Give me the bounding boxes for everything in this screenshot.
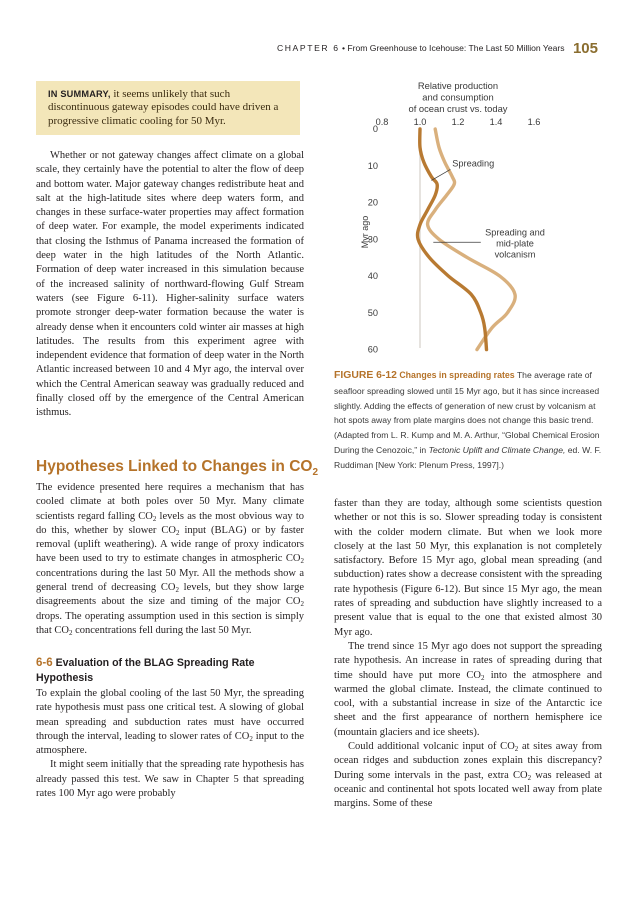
figure-caption-b: ed. W. F. Ruddiman [New York: Plenum Press, 1997].) <box>334 444 602 470</box>
figure-title: Changes in spreading rates <box>399 370 515 380</box>
chapter-label: CHAPTER 6 <box>276 43 340 53</box>
co2-subscript: 2 <box>300 557 304 566</box>
col1-para4-text: It might seem initially that the spreading rate hypothesis has already passed this test. We saw in Chapter 5 that spreading rates 100 Myr ago were probably <box>36 759 304 800</box>
co2-subscript: 2 <box>68 628 73 637</box>
subsection-heading <box>36 656 304 686</box>
col2-para3-text <box>334 740 602 811</box>
col2-para3-part: at sites away from ocean ridges and subduction zones explain this discrepancy? During some intervals in the past, extra CO <box>334 741 602 781</box>
co2-subscript: 2 <box>527 773 532 782</box>
co2-subscript: 2 <box>514 745 519 754</box>
col1-paragraph-2 <box>36 481 304 638</box>
co2-subscript: 2 <box>481 673 485 682</box>
subsection-number: 6-6 <box>36 657 53 669</box>
x-tick-label: 1.4 <box>489 117 503 127</box>
header-bullet: • <box>341 43 345 53</box>
co2-subscript: 2 <box>175 528 180 537</box>
y-axis-label: Myr ago <box>360 215 370 249</box>
chart-title-line: and consumption <box>422 91 494 103</box>
co2-subscript: 2 <box>249 734 253 743</box>
section-heading <box>36 458 318 476</box>
spreading-rate-chart <box>330 78 602 358</box>
y-tick-label: 30 <box>367 234 378 245</box>
col1-para2-part: levels as the most obvious way to do this, whether by slower CO <box>36 510 304 536</box>
figure-caption-book: Tectonic Uplift and Climate Change, <box>428 444 566 455</box>
figure-label: FIGURE 6-12 <box>334 370 397 381</box>
x-tick-label: 1.6 <box>527 117 541 127</box>
col1-para2-part: concentrations during the last 50 Myr. All the methods show a general trend of decreasing CO <box>36 567 304 594</box>
col1-para2-part: drops. The operating assumption used in this section is simply that CO <box>36 610 304 636</box>
section-heading-text: Hypotheses Linked to Changes in CO <box>36 458 313 475</box>
x-tick-label: 1.2 <box>451 117 465 127</box>
col1-para3-part: input to the atmosphere. <box>36 730 304 757</box>
col1-paragraph-3 <box>36 687 304 801</box>
summary-text: it seems unlikely that such discontinuous gateway episodes could have driven a progressive climatic cooling for 50 Myr. <box>48 88 279 127</box>
summary-lead: IN SUMMARY, <box>48 89 111 99</box>
col1-para2-part: input (BLAG) or by faster removal (uplift weathering). A wide range of proxy indicators have been used to try to estimate changes in atmospheric CO <box>36 524 304 565</box>
co2-subscript: 2 <box>175 586 179 595</box>
col2-body <box>334 497 602 812</box>
col2-para2-part: into the atmosphere and warmed the global climate. Instead, the climate continued to cool, with a substantial increase in size of the Antarctic ice sheet and the first appearance of northern hemisphere ice (mountain glaciers and ice sheets). <box>334 669 602 738</box>
col1-para2-part: The evidence presented here requires a mechanism that has cooled climate at both poles over 50 Myr. Many climate scientists regard falling CO <box>36 482 304 522</box>
figure-caption <box>334 368 602 473</box>
col2-para1-text: faster than they are today, although some scientists question whether or not this is so. Slower spreading today is consistent with the colder modern climate. But when we look more closely at the last 50 Myr, this explanation is not completely satisfactory. Before 15 Myr ago, global mean spreading (and subduction) rates show a decrease consistent with the spreading rate hypothesis (Figure 6-12). But since 15 Myr ago, the mean rates of spreading and subduction have slightly increased to a present value that is equal to the one that existed almost 30 Myr ago. <box>334 498 602 638</box>
chart-title <box>408 80 507 114</box>
co2-subscript: 2 <box>152 514 157 523</box>
y-tick-label: 40 <box>367 271 378 282</box>
y-tick-label: 20 <box>367 197 378 208</box>
chapter-title: From Greenhouse to Icehouse: The Last 50 Million Years <box>347 43 565 53</box>
col1-para3-text <box>36 687 304 758</box>
annotation-label-spreading: Spreading <box>452 158 495 169</box>
x-tick-label: 0.8 <box>375 117 389 127</box>
col2-para3-part: Could additional volcanic input of CO <box>348 741 515 753</box>
col1-para2-text <box>36 481 304 638</box>
col1-para2-part: levels, but they show large disagreements about the size and timing of the major CO <box>36 582 304 608</box>
col2-para2-part: The trend since 15 Myr ago does not support the spreading rate hypothesis. An increase in rates of spreading during that time should have put more CO <box>334 640 602 681</box>
y-tick-label: 50 <box>367 307 378 318</box>
chart-title-line: Relative production <box>417 80 499 91</box>
summary-box <box>36 81 300 135</box>
y-tick-label: 60 <box>367 344 378 355</box>
annotation-leader <box>431 169 450 180</box>
page-number: 105 <box>572 40 598 57</box>
y-tick-label: 0 <box>372 124 378 134</box>
annotation-label-volcanism: Spreading and <box>485 227 545 238</box>
annotation-label-volcanism: volcanism <box>494 249 536 260</box>
col2-para3-part: was released at oceanic and continental hot spots located well away from plate margins. Some of these <box>334 769 602 810</box>
col1-para3-part: To explain the global cooling of the last 50 Myr, the spreading rate hypothesis must pass one critical test. A slowing of global mean spreading and subduction rates must have occurred through the interval, leading to slower rates of CO <box>36 688 304 742</box>
figure-caption-a: The average rate of seafloor spreading slowed until 15 Myr ago, but it has since increased slightly. Adding the effects of generation of new crust by volcanism at hot spots away from plate margins does not change this basic trend. (Adapted from L. R. Kump and M. A. Arthur, “Global Chemical Erosion During the Cenozoic,” in <box>334 370 600 455</box>
x-tick-label: 1.0 <box>413 117 427 127</box>
col1-paragraph-1 <box>36 149 304 421</box>
x-axis-ticks <box>376 117 541 127</box>
subsection-title: Evaluation of the BLAG Spreading Rate Hypothesis <box>36 657 255 684</box>
section-heading-subscript: 2 <box>312 467 319 478</box>
annotation-label-volcanism: mid-plate <box>496 238 534 249</box>
col1-para1-text: Whether or not gateway changes affect climate on a global scale, they certainly have the potential to alter the flow of deep and bottom water. Major gateway changes redistribute heat and salt at the high-latitude sites where deep waters form, and changes in these surface-water properties may affect formation of deep water. For example, the model experiments indicated that closing the Isthmus of Panama increased the formation of deep water in the high latitudes of the North Atlantic. Formation of deep water increased in this simulation because of the increased salinity of northward-flowing Gulf Stream waters (see Figure 6-11). Higher-salinity surface waters promote stronger deep-water formation because the water is already dense when it encounters cold winter air masses at high latitudes. The results from this experiment agree with independent evidence that formation of deep water in the North Atlantic increased between 10 and 4 Myr ago, the interval over which the Central American seaway was gradually reduced and finally closed off by the emergence of the Central American isthmus. <box>36 150 304 419</box>
col2-para2-text <box>334 640 602 740</box>
co2-subscript: 2 <box>300 600 304 609</box>
chart-title-line: of ocean crust vs. today <box>408 103 508 114</box>
col1-para2-part: concentrations fell during the last 50 Myr. <box>72 624 252 636</box>
running-head <box>0 40 598 57</box>
y-tick-label: 10 <box>367 160 378 171</box>
